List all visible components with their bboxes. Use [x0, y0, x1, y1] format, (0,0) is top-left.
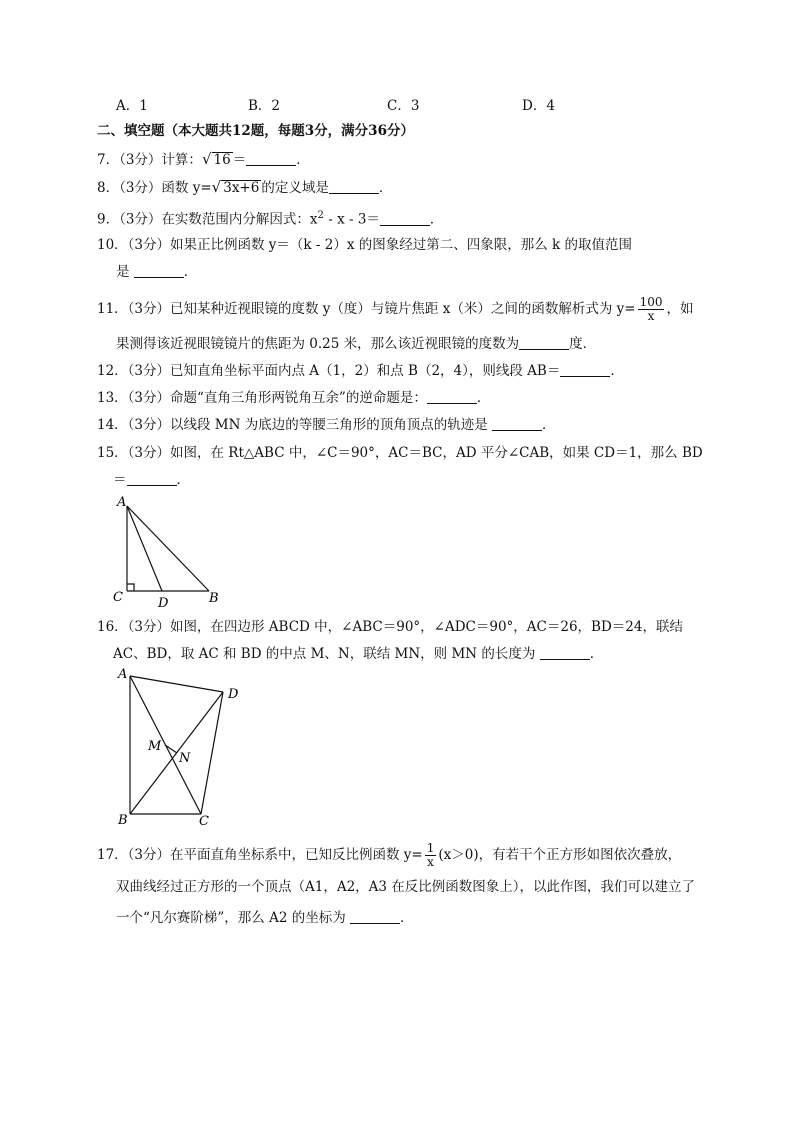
- choice-b: B．2: [248, 98, 281, 114]
- q9-suffix: - x - 3＝: [323, 211, 380, 228]
- q9-prefix: 9．（3分）在实数范围内分解因式：x: [97, 211, 318, 228]
- q17-line3-prefix: 一个“凡尔赛阶梯”，那么 A2 的坐标为: [116, 910, 351, 926]
- q11-fraction: [638, 296, 665, 323]
- fig16-label-n: N: [179, 751, 191, 766]
- question-16-line2: [113, 644, 603, 664]
- fig15-right-angle-mark: [127, 584, 134, 591]
- answer-blank-12[interactable]: [560, 362, 610, 377]
- answer-blank-9[interactable]: [380, 211, 430, 226]
- figure-15-triangle: [105, 492, 230, 612]
- fig15-label-b: B: [209, 591, 219, 606]
- q11-numerator: 100: [639, 295, 663, 309]
- answer-blank-13[interactable]: [427, 389, 477, 404]
- q17-numerator: 1: [426, 841, 435, 855]
- q16-line2-text: AC、BD，取 AC 和 BD 的中点 M、N，联结 MN，则 MN 的长度为: [113, 646, 540, 662]
- q17-end: ．: [400, 910, 414, 926]
- q12-end: ．: [610, 363, 624, 379]
- choice-a: A．1: [116, 98, 148, 114]
- question-10-line1: 10．（3分）如果正比例函数 y＝（k - 2）x 的图象经过第二、四象限，那么 k 的取值范围: [97, 237, 633, 253]
- answer-blank-15[interactable]: [127, 471, 177, 486]
- q14-end: ．: [542, 417, 556, 433]
- fig16-segment-mn: [165, 745, 177, 753]
- section-title: 二、填空题（本大题共12题，每题3分，满分36分）: [97, 123, 414, 139]
- question-14: [97, 415, 556, 435]
- question-11-line2: [116, 334, 596, 354]
- q7-suffix: ＝: [232, 152, 247, 168]
- q7-radicand: 16: [213, 152, 231, 168]
- fig15-label-d: D: [158, 596, 169, 611]
- figure-16-quadrilateral: [110, 664, 250, 829]
- choice-row: [0, 94, 794, 116]
- fig16-label-c: C: [199, 814, 209, 829]
- q11-line2-end: 度．: [569, 336, 597, 352]
- q12-prefix: 12．（3分）已知直角坐标平面内点 A（1，2）和点 B（2，4），则线段 AB＝: [97, 363, 561, 379]
- answer-blank-11[interactable]: [519, 335, 569, 350]
- question-15-line1: 15．（3分）如图，在 Rt△ABC 中，∠C＝90°，AC＝BC，AD 平分∠CAB，如果 CD＝1，那么 BD: [97, 445, 703, 461]
- question-17-line1: [97, 840, 681, 870]
- fig16-side-cd: [201, 692, 223, 814]
- q11-denominator: x: [647, 309, 655, 323]
- q14-prefix: 14．（3分）以线段 MN 为底边的等腰三角形的顶角顶点的轨迹是: [97, 417, 493, 433]
- question-11-line1: [97, 294, 693, 324]
- q13-prefix: 13．（3分）命题“直角三角形两锐角互余”的逆命题是：: [97, 390, 427, 406]
- q15-line2-prefix: ＝: [113, 472, 127, 488]
- q11-line1-end: ，如: [666, 301, 694, 317]
- question-13: [97, 388, 490, 408]
- q17-condition: (x＞0): [438, 847, 479, 863]
- answer-blank-8[interactable]: [329, 179, 379, 194]
- fig16-label-b: B: [118, 813, 128, 828]
- question-10-line2: [116, 262, 197, 282]
- q17-fraction: [425, 842, 437, 869]
- sqrt-icon: √: [211, 178, 222, 196]
- q8-prefix: 8．（3分）函数 y=: [97, 180, 212, 196]
- fig16-side-da: [130, 676, 223, 692]
- q11-line1-text: 11．（3分）已知某种近视眼镜的度数 y（度）与镜片焦距 x（米）之间的函数解析式为 y=: [97, 301, 636, 317]
- q7-end: ．: [296, 152, 310, 168]
- q8-radicand: 3x+6: [223, 180, 260, 196]
- q8-suffix: 的定义域是: [261, 180, 329, 196]
- answer-blank-10[interactable]: [134, 263, 184, 278]
- fig16-label-d: D: [228, 687, 239, 702]
- fig15-label-a: A: [117, 495, 127, 510]
- q17-line1-end: ，有若干个正方形如图依次叠放，: [478, 847, 682, 863]
- question-17-line2: 双曲线经过正方形的一个顶点（A1，A2，A3 在反比例函数图象上），以此作图，我们可以建立了: [116, 879, 696, 895]
- choice-c: C．3: [387, 98, 420, 114]
- fig16-label-m: M: [148, 739, 162, 754]
- fig15-bisector-ad: [127, 506, 162, 591]
- q9-exponent: 2: [317, 210, 324, 221]
- question-15-line2: [113, 470, 190, 490]
- question-8: [97, 177, 392, 198]
- question-12: [97, 361, 624, 381]
- question-7: [97, 149, 310, 170]
- answer-blank-16[interactable]: [540, 645, 590, 660]
- fig16-label-a: A: [118, 667, 128, 682]
- q10-line2-prefix: 是: [116, 264, 134, 280]
- answer-blank-7[interactable]: [246, 151, 296, 166]
- q17-line1-prefix: 17．（3分）在平面直角坐标系中，已知反比例函数 y=: [97, 847, 423, 863]
- q10-end: ．: [183, 264, 198, 280]
- q9-end: ．: [429, 211, 444, 228]
- q16-end: ．: [589, 646, 604, 662]
- choice-d: D．4: [522, 98, 555, 114]
- q13-end: ．: [476, 390, 491, 406]
- q8-end: ．: [378, 180, 393, 196]
- fig15-label-c: C: [113, 590, 123, 605]
- q15-end: ．: [176, 472, 190, 488]
- q17-denominator: x: [427, 855, 434, 869]
- question-9: [97, 206, 443, 230]
- fig15-side-ab: [127, 506, 209, 591]
- sqrt-icon: √: [201, 150, 212, 168]
- question-16-line1: 16．（3分）如图，在四边形 ABCD 中，∠ABC＝90°，∠ADC＝90°，AC＝26，BD＝24，联结: [97, 619, 683, 635]
- answer-blank-14[interactable]: [492, 416, 542, 431]
- q7-prefix: 7．（3分）计算：: [97, 152, 202, 168]
- question-17-line3: [116, 908, 414, 928]
- answer-blank-17[interactable]: [350, 909, 400, 924]
- q11-line2-text: 果测得该近视眼镜镜片的焦距为 0.25 米，那么该近视眼镜的度数为: [116, 336, 520, 352]
